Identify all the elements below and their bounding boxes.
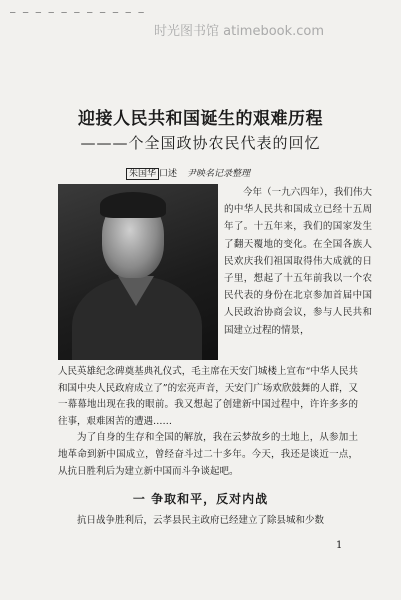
byline (126, 166, 250, 179)
section-heading: 一 争取和平，反对内战 (132, 492, 269, 506)
portrait-photo (58, 184, 218, 360)
page-number: 1 (336, 540, 343, 551)
portrait-hair (100, 192, 166, 218)
article-subtitle: ———个全国政协农民代表的回忆 (80, 134, 321, 152)
top-dash-rule: — — — — — — — — — — — (10, 8, 145, 18)
recorder-credit: 尹映名记录整理 (187, 169, 251, 179)
site-watermark: 时光图书馆 atimebook.com (154, 24, 325, 39)
narrate-suffix: 口述 (159, 169, 178, 179)
column-paragraph: 今年（一九六四年），我们伟大的中华人民共和国成立已经十五周年了。十五年来，我们的国家发生了翻天覆地的变化。在全国各族人民欢庆我们祖国取得伟大成就的日子里，想起了十五年前我以一个农民代表的身份在北京参加首届中国人民政治协商会议，参与人民共和国建立过程的情景， (224, 187, 372, 336)
narrator-name: 朱国华 (126, 168, 159, 180)
body-text (58, 364, 358, 480)
side-column-text (224, 184, 372, 339)
article-title: 迎接人民共和国诞生的艰难历程 (78, 109, 323, 129)
body-paragraph-1: 人民英雄纪念碑奠基典礼仪式，毛主席在天安门城楼上宣布“中华人民共和国中央人民政府成立了”的宏亮声音，天安门广场欢欣鼓舞的人群，又一幕幕地出现在我的眼前。我又想起了创建新中国过程中，许许多多的往事，艰难困苦的遭遇…… (58, 366, 358, 427)
body-paragraph-2: 为了自身的生存和全国的解放，我在云梦故乡的土地上，从参加土地革命到新中国成立，曾经奋斗过二十多年。今天，我还是谈近一点，从抗日胜利后为建立新中国而斗争谈起吧。 (58, 432, 358, 477)
section-paragraph: 抗日战争胜利后，云孝县民主政府已经建立了除县城和少数 (77, 515, 325, 526)
